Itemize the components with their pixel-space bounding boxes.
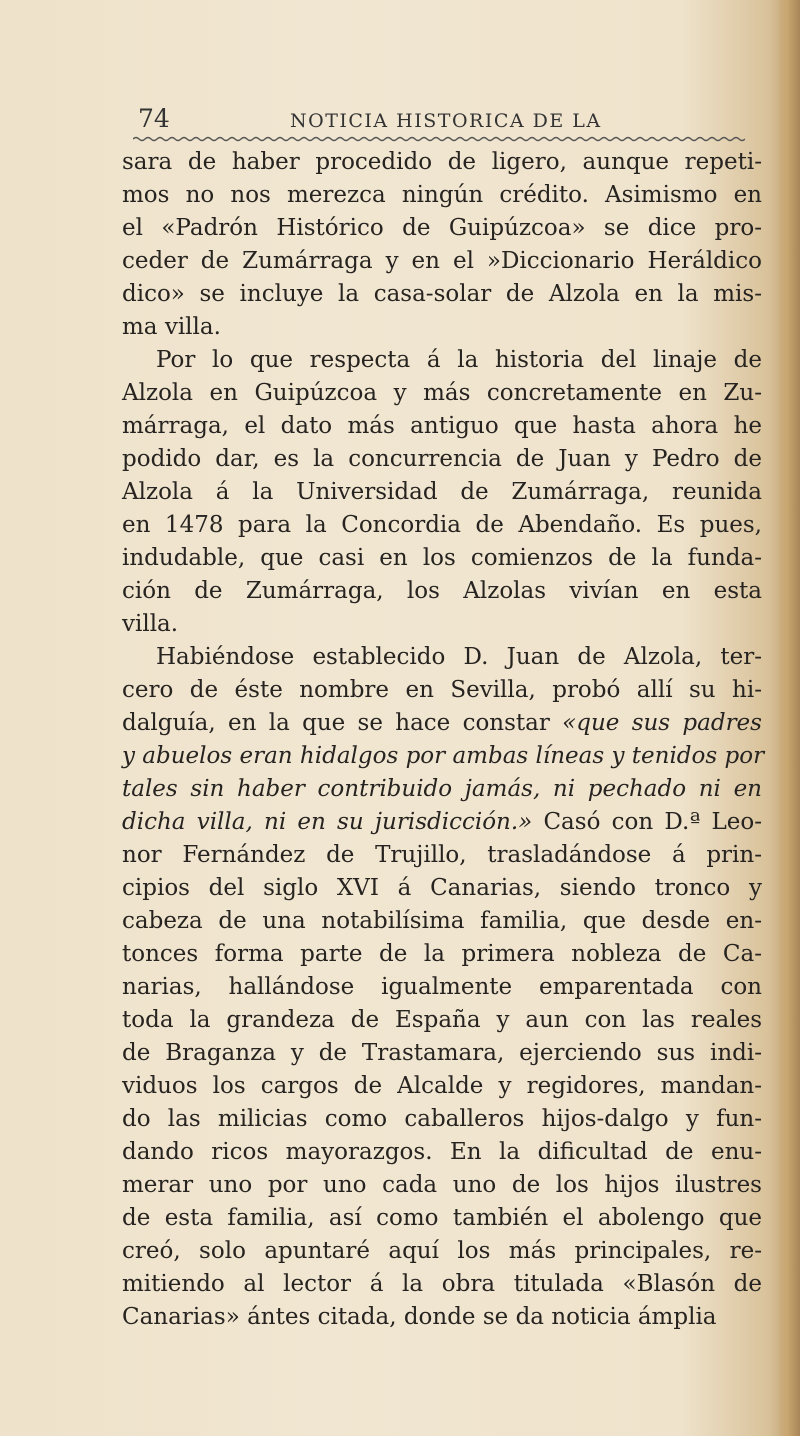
decorative-rule [133, 135, 745, 143]
page-edge-shadow [778, 0, 800, 1436]
line-text: de esta familia, así como también el abolengo que [122, 1205, 762, 1231]
text-line [122, 344, 762, 377]
line-text: merar uno por uno cada uno de los hijos ilustres [122, 1172, 762, 1198]
line-text: en 1478 para la Concordia de Abendaño. Es pues, [122, 512, 762, 538]
line-text: podido dar, es la concurrencia de Juan y Pedro de [122, 446, 762, 472]
line-text: viduos los cargos de Alcalde y regidores, mandan- [122, 1073, 762, 1099]
text-line [122, 1070, 762, 1103]
running-head: NOTICIA HISTORICA DE LA [290, 110, 602, 132]
text-line [122, 146, 762, 179]
line-text: cipios del siglo XVI á Canarias, siendo tronco y [122, 875, 762, 901]
line-text: creó, solo apuntaré aquí los más principales, re- [122, 1238, 762, 1264]
line-text: sara de haber procedido de ligero, aunque repeti- [122, 149, 762, 175]
line-text: do las milicias como caballeros hijos-dalgo y fun- [122, 1106, 762, 1132]
line-text: mos no nos merezca ningún crédito. Asimismo en [122, 182, 762, 208]
text-line [122, 1235, 762, 1268]
text-line [122, 740, 765, 773]
line-text: Casó con D.ª Leo- [532, 809, 762, 835]
line-text: dando ricos mayorazgos. En la dificultad de enu- [122, 1139, 762, 1165]
line-text: villa. [122, 611, 179, 637]
line-text: mitiendo al lector á la obra titulada «Blasón de [122, 1271, 762, 1297]
text-line [122, 674, 762, 707]
text-line [122, 509, 762, 542]
line-text: dico» se incluye la casa-solar de Alzola en la mis- [122, 281, 762, 307]
line-text: de Braganza y de Trastamara, ejerciendo sus indi- [122, 1040, 762, 1066]
line-text: indudable, que casi en los comienzos de la funda- [122, 545, 762, 571]
text-line [122, 1268, 762, 1301]
page-header [138, 104, 748, 134]
line-text: Por lo que respecta á la historia del linaje de [156, 347, 762, 373]
line-text: narias, hallándose igualmente emparentada con [122, 974, 762, 1000]
text-line [122, 806, 762, 839]
italic-quote-text: y abuelos eran hidalgos por ambas líneas y tenidos por [122, 743, 765, 769]
line-text: Alzola á la Universidad de Zumárraga, reunida [122, 479, 762, 505]
text-line [122, 641, 762, 674]
text-line [122, 707, 762, 740]
line-text: nor Fernández de Trujillo, trasladándose á prin- [122, 842, 762, 868]
text-line [122, 773, 762, 806]
line-text: ción de Zumárraga, los Alzolas vivían en esta [122, 578, 762, 604]
text-line [122, 245, 762, 278]
text-line [122, 1037, 762, 1070]
line-text: Canarias» ántes citada, donde se da noticia ámplia [122, 1304, 717, 1330]
text-line [122, 1202, 762, 1235]
text-line [122, 377, 762, 410]
line-text: tonces forma parte de la primera nobleza de Ca- [122, 941, 762, 967]
line-text: cabeza de una notabilísima familia, que desde en- [122, 908, 762, 934]
text-line [122, 278, 762, 311]
text-line [122, 1004, 762, 1037]
text-line [122, 905, 762, 938]
text-line [122, 542, 762, 575]
text-line [122, 971, 762, 1004]
text-line [122, 938, 762, 971]
text-line [122, 1103, 762, 1136]
text-line [122, 443, 762, 476]
line-text: ma villa. [122, 314, 221, 340]
text-line [122, 1136, 762, 1169]
line-text: el «Padrón Histórico de Guipúzcoa» se dice pro- [122, 215, 762, 241]
text-line [122, 410, 762, 443]
text-line [122, 839, 762, 872]
text-line [122, 212, 762, 245]
text-line [122, 872, 762, 905]
text-line [122, 179, 762, 212]
italic-quote-text: dicha villa, ni en su jurisdicción.» [122, 809, 533, 835]
text-line [122, 608, 762, 641]
italic-quote-text: tales sin haber contribuido jamás, ni pechado ni en [122, 776, 762, 802]
page-number: 74 [138, 104, 170, 133]
text-line [122, 1301, 762, 1334]
text-line [122, 476, 762, 509]
text-line [122, 575, 762, 608]
line-text: dalguía, en la que se hace constar [122, 710, 563, 736]
line-text: Habiéndose establecido D. Juan de Alzola, ter- [156, 644, 762, 670]
text-line [122, 311, 762, 344]
body-text [122, 146, 765, 1334]
line-text: ceder de Zumárraga y en el »Diccionario Heráldico [122, 248, 762, 274]
line-text: toda la grandeza de España y aun con las reales [122, 1007, 762, 1033]
line-text: cero de éste nombre en Sevilla, probó allí su hi- [122, 677, 762, 703]
text-line [122, 1169, 762, 1202]
line-text: Alzola en Guipúzcoa y más concretamente en Zu- [122, 380, 762, 406]
italic-quote-text: «que sus padres [562, 710, 762, 736]
line-text: márraga, el dato más antiguo que hasta ahora he [122, 413, 762, 439]
